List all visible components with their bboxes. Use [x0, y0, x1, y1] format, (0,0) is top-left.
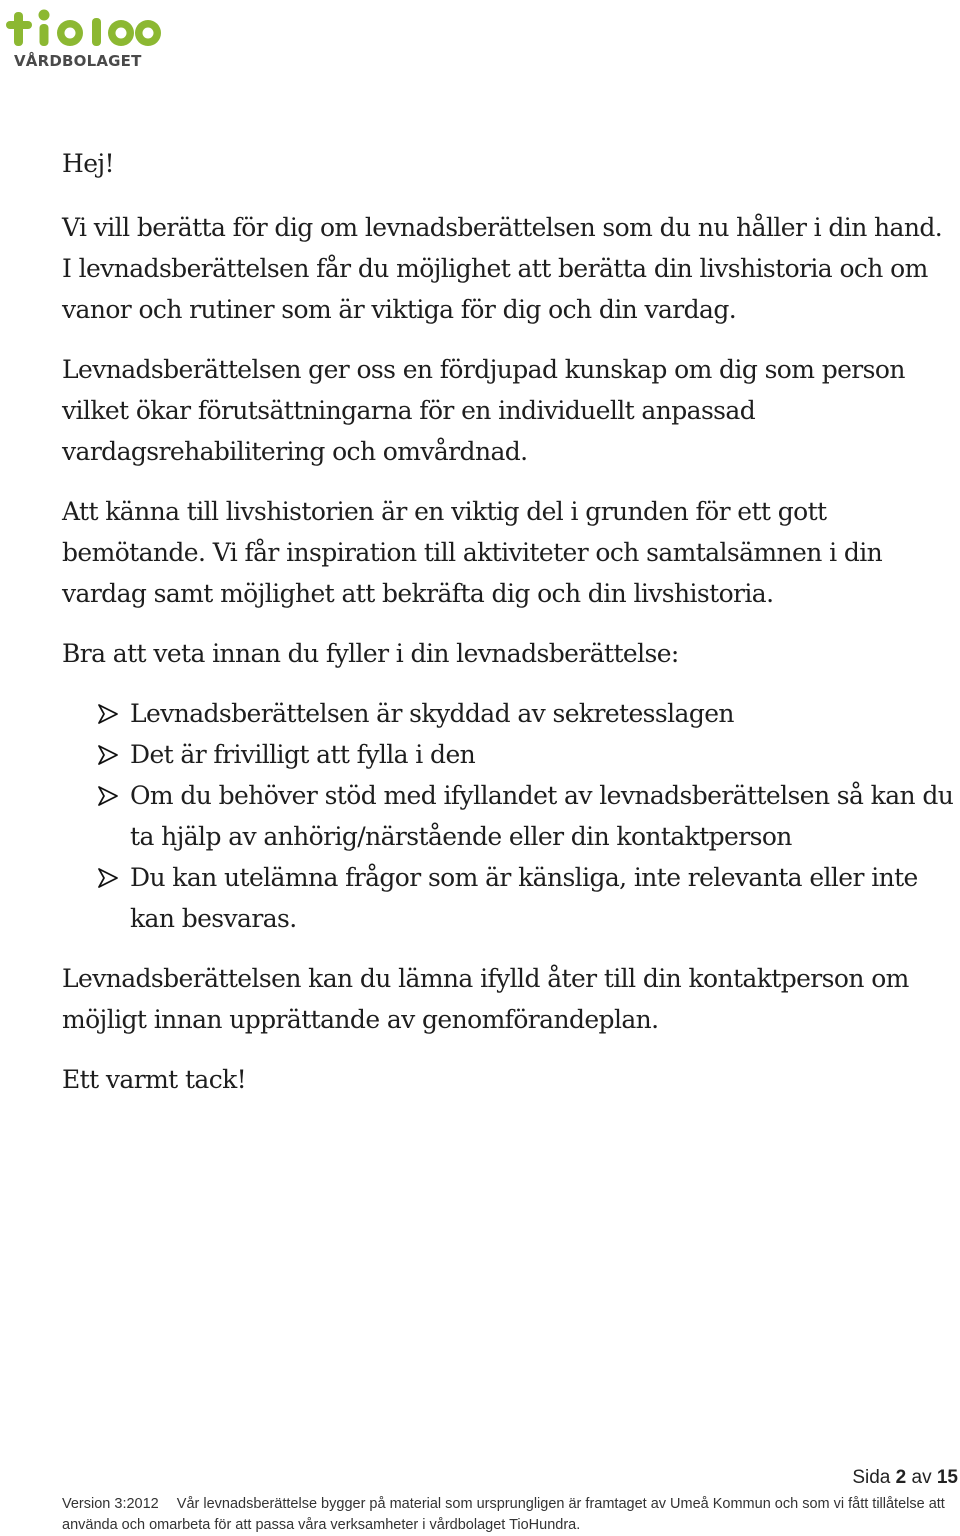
- version-label: Version 3:2012: [62, 1496, 159, 1512]
- list-item: [62, 775, 957, 857]
- list-item: [62, 734, 957, 775]
- list-item-text: Det är frivilligt att fylla i den: [130, 740, 476, 769]
- good-to-know-list: [62, 693, 957, 939]
- attribution-text: Vår levnadsberättelse bygger på material som ursprungligen är framtaget av Umeå Kommun och som vi fått tillåtelse att använda och omarbeta för att passa våra verksamheter i vårdbolaget TioHundra.: [62, 1496, 945, 1533]
- letter-body: [62, 143, 957, 1119]
- logo-subtitle: VÅRDBOLAGET: [14, 52, 142, 70]
- sign-off: Ett varmt tack!: [62, 1065, 247, 1094]
- list-item: [62, 693, 957, 734]
- list-item-text: Levnadsberättelsen är skyddad av sekretesslagen: [130, 699, 734, 728]
- arrowhead-bullet-icon: [96, 743, 120, 767]
- greeting: Hej!: [62, 149, 114, 178]
- page-of: av: [911, 1467, 932, 1488]
- page-number: [758, 1467, 960, 1489]
- list-item-text: Om du behöver stöd med ifyllandet av levnadsberättelsen så kan du ta hjälp av anhörig/närstående eller din kontaktperson: [130, 781, 954, 851]
- intro-paragraph: Vi vill berätta för dig om levnadsberättelsen som du nu håller i din hand. I levnadsberättelsen får du möjlighet att berätta din livshistoria och om vanor och rutiner som är viktiga för dig och din vardag.: [62, 213, 943, 324]
- list-item-text: Du kan utelämna frågor som är känsliga, inte relevanta eller inte kan besvaras.: [130, 863, 918, 933]
- good-to-know-heading: Bra att veta innan du fyller i din levnadsberättelse:: [62, 639, 679, 668]
- footer-note: [62, 1494, 952, 1536]
- closing-paragraph: Levnadsberättelsen kan du lämna ifylld åter till din kontaktperson om möjligt innan upprättande av genomförandeplan.: [62, 964, 909, 1034]
- arrowhead-bullet-icon: [96, 866, 120, 890]
- page-current: 2: [895, 1467, 907, 1488]
- page-prefix: Sida: [852, 1467, 891, 1488]
- arrowhead-bullet-icon: [96, 784, 120, 808]
- page-total: 15: [936, 1467, 958, 1488]
- arrowhead-bullet-icon: [96, 702, 120, 726]
- list-item: [62, 857, 957, 939]
- life-history-paragraph: Att känna till livshistorien är en viktig del i grunden för ett gott bemötande. Vi får inspiration till aktiviteter och samtalsämnen i din vardag samt möjlighet att bekräfta dig och din livshistoria.: [62, 497, 883, 608]
- knowledge-paragraph: Levnadsberättelsen ger oss en fördjupad kunskap om dig som person vilket ökar förutsättningarna för en individuellt anpassad vardagsrehabilitering och omvårdnad.: [62, 355, 905, 466]
